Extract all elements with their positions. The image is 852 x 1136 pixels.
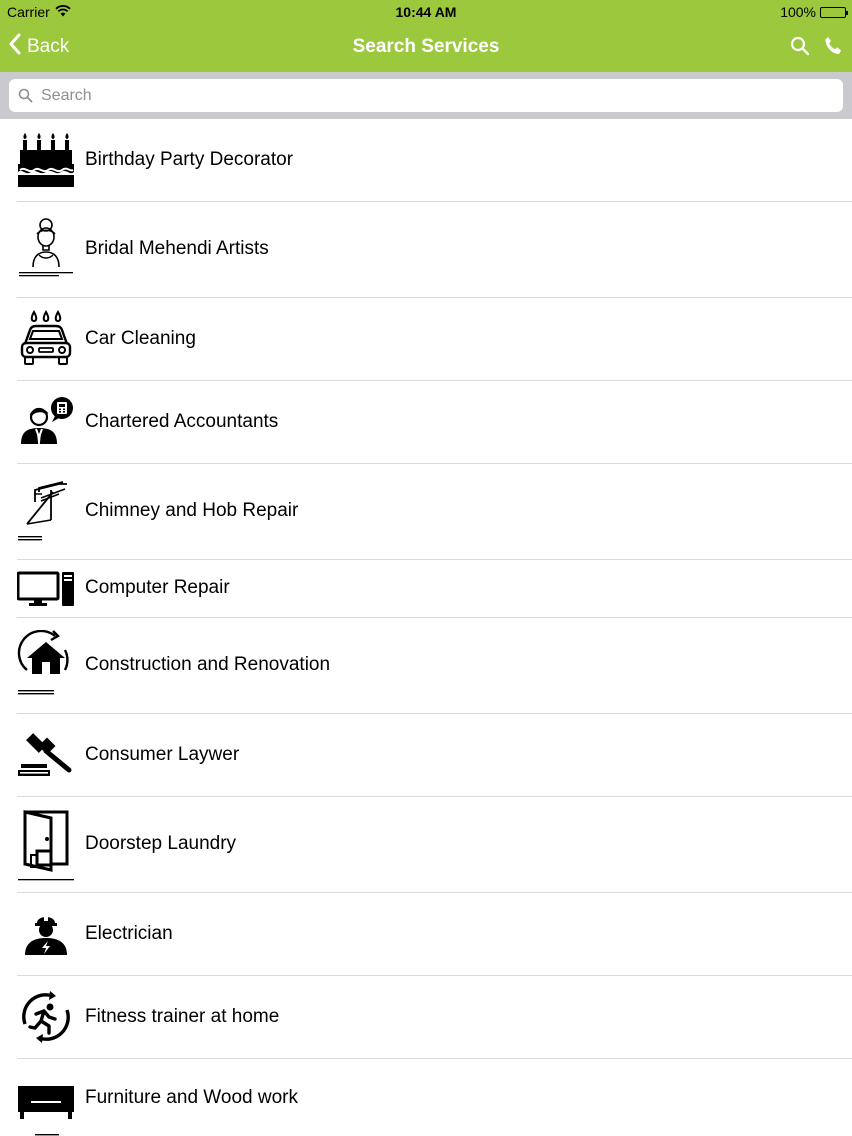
service-label: Chartered Accountants bbox=[85, 411, 279, 432]
list-item[interactable] bbox=[0, 119, 852, 202]
phone-icon[interactable] bbox=[824, 36, 842, 61]
list-item[interactable] bbox=[0, 797, 852, 893]
car-wash-icon bbox=[17, 310, 75, 368]
service-label: Construction and Renovation bbox=[85, 654, 331, 675]
furniture-icon bbox=[17, 1085, 75, 1136]
list-item[interactable] bbox=[0, 202, 852, 298]
service-label: Electrician bbox=[85, 923, 173, 944]
status-bar bbox=[0, 0, 852, 24]
list-item[interactable] bbox=[0, 298, 852, 381]
house-renovation-icon bbox=[17, 630, 75, 698]
list-item[interactable] bbox=[0, 464, 852, 560]
battery-info bbox=[780, 4, 846, 20]
computer-icon bbox=[17, 571, 75, 607]
battery-percent: 100% bbox=[780, 4, 816, 20]
birthday-cake-icon bbox=[17, 130, 75, 188]
search-input[interactable] bbox=[41, 87, 821, 105]
service-label: Furniture and Wood work bbox=[85, 1087, 298, 1108]
carrier-label: Carrier bbox=[7, 4, 50, 20]
battery-icon bbox=[820, 7, 846, 18]
service-label: Doorstep Laundry bbox=[85, 833, 237, 854]
service-label: Car Cleaning bbox=[85, 328, 196, 349]
service-label: Computer Repair bbox=[85, 577, 230, 598]
list-item[interactable] bbox=[0, 893, 852, 976]
list-item[interactable] bbox=[0, 618, 852, 714]
nav-actions bbox=[790, 36, 842, 61]
list-item[interactable] bbox=[0, 976, 852, 1059]
search-field-icon bbox=[18, 88, 33, 103]
fitness-icon bbox=[17, 988, 75, 1046]
accountant-icon bbox=[17, 397, 75, 447]
bride-icon bbox=[17, 217, 75, 277]
gavel-icon bbox=[17, 732, 75, 778]
search-icon[interactable] bbox=[790, 36, 810, 61]
electrician-icon bbox=[17, 911, 75, 957]
list-item[interactable] bbox=[0, 714, 852, 797]
search-bar-container bbox=[0, 72, 852, 119]
chimney-icon bbox=[17, 480, 75, 542]
status-time: 10:44 AM bbox=[395, 4, 457, 20]
back-label: Back bbox=[27, 36, 70, 57]
page-title: Search Services bbox=[352, 36, 500, 57]
navigation-bar bbox=[0, 24, 852, 72]
services-list bbox=[0, 119, 852, 1136]
service-label: Chimney and Hob Repair bbox=[85, 500, 299, 521]
service-label: Birthday Party Decorator bbox=[85, 149, 294, 170]
service-label: Consumer Laywer bbox=[85, 744, 240, 765]
list-item[interactable] bbox=[0, 1059, 852, 1136]
list-item[interactable] bbox=[0, 381, 852, 464]
service-label: Bridal Mehendi Artists bbox=[85, 238, 269, 259]
list-item[interactable] bbox=[0, 560, 852, 618]
search-box[interactable] bbox=[9, 79, 843, 112]
service-label: Fitness trainer at home bbox=[85, 1006, 280, 1027]
door-icon bbox=[17, 809, 75, 881]
